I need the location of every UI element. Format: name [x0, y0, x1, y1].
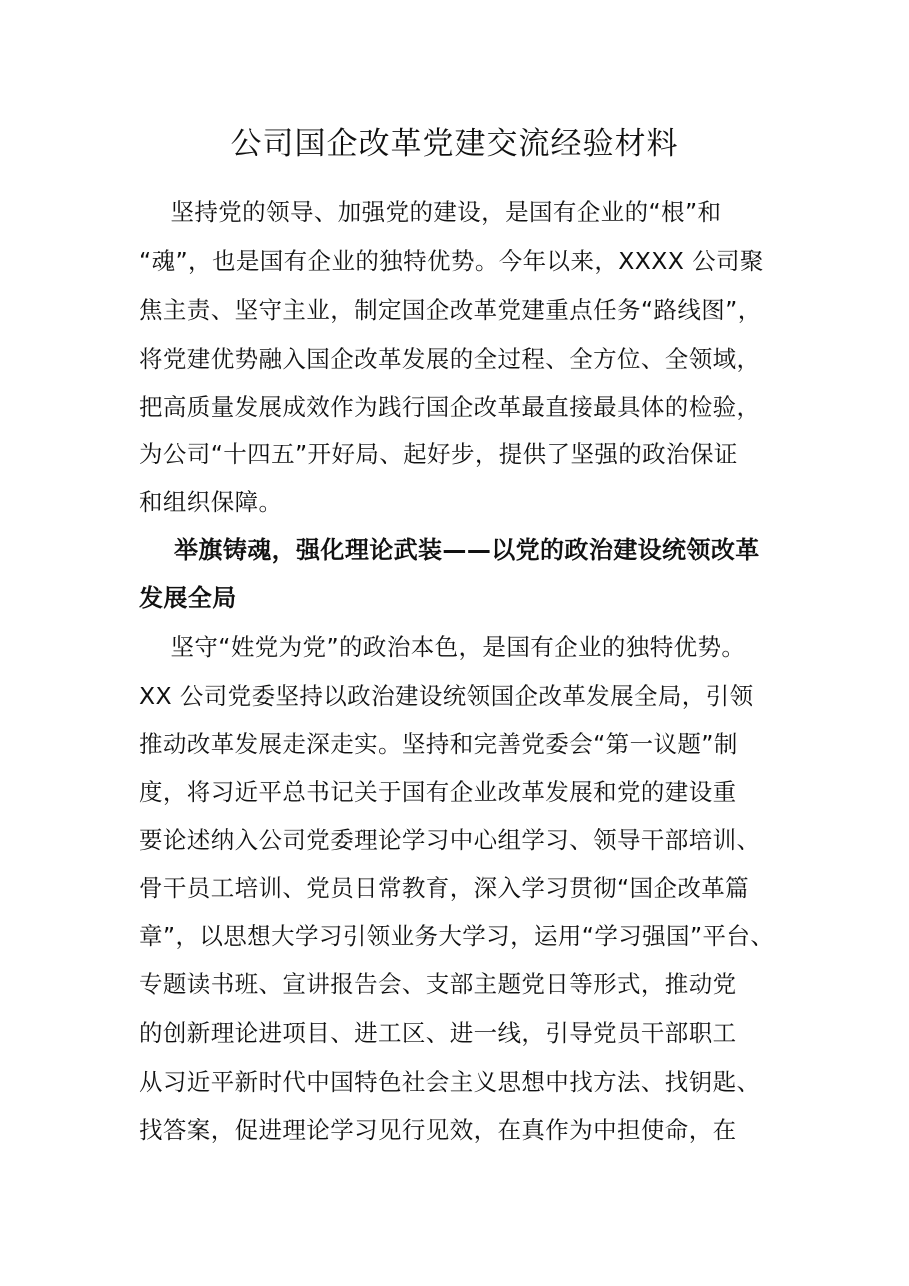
paragraph-line: 专题读书班、宣讲报告会、支部主题党日等形式，推动党 — [139, 970, 737, 998]
paragraph-line: 从习近平新时代中国特色社会主义思想中找方法、找钥匙、 — [139, 1068, 761, 1096]
paragraph-line: 焦主责、坚守主业，制定国企改革党建重点任务“路线图”， — [139, 296, 762, 324]
paragraph-line: “魂”，也是国有企业的独特优势。今年以来，XXXX 公司聚 — [139, 247, 764, 275]
paragraph-line: 为公司“十四五”开好局、起好步，提供了坚强的政治保证 — [139, 440, 738, 468]
paragraph-line: 度，将习近平总书记关于国有企业改革发展和党的建设重 — [139, 778, 737, 806]
paragraph-line: 坚持党的领导、加强党的建设，是国有企业的“根”和 — [139, 198, 722, 226]
section-heading-line: 发展全局 — [139, 584, 237, 612]
paragraph-line: 将党建优势融入国企改革发展的全过程、全方位、全领域， — [139, 345, 761, 373]
paragraph-line: XX 公司党委坚持以政治建设统领国企改革发展全局，引领 — [139, 682, 754, 710]
paragraph-line: 把高质量发展成效作为践行国企改革最直接最具体的检验， — [139, 393, 761, 421]
paragraph-line: 推动改革发展走深走实。坚持和完善党委会“第一议题”制 — [139, 730, 738, 758]
paragraph-line: 的创新理论进项目、进工区、进一线，引导党员干部职工 — [139, 1019, 737, 1047]
paragraph-line: 章”，以思想大学习引领业务大学习，运用“学习强国”平台、 — [139, 922, 775, 950]
document-title: 公司国企改革党建交流经验材料 — [230, 126, 679, 162]
paragraph-line: 要论述纳入公司党委理论学习中心组学习、领导干部培训、 — [139, 826, 761, 854]
paragraph-line: 坚守“姓党为党”的政治本色，是国有企业的独特优势。 — [139, 633, 746, 661]
section-heading-line: 举旗铸魂，强化理论武装——以党的政治建设统领改革 — [139, 536, 760, 564]
paragraph-line: 骨干员工培训、党员日常教育，深入学习贯彻“国企改革篇 — [139, 874, 750, 902]
paragraph-line: 和组织保障。 — [139, 488, 283, 516]
paragraph-line: 找答案，促进理论学习见行见效，在真作为中担使命，在 — [139, 1116, 737, 1144]
